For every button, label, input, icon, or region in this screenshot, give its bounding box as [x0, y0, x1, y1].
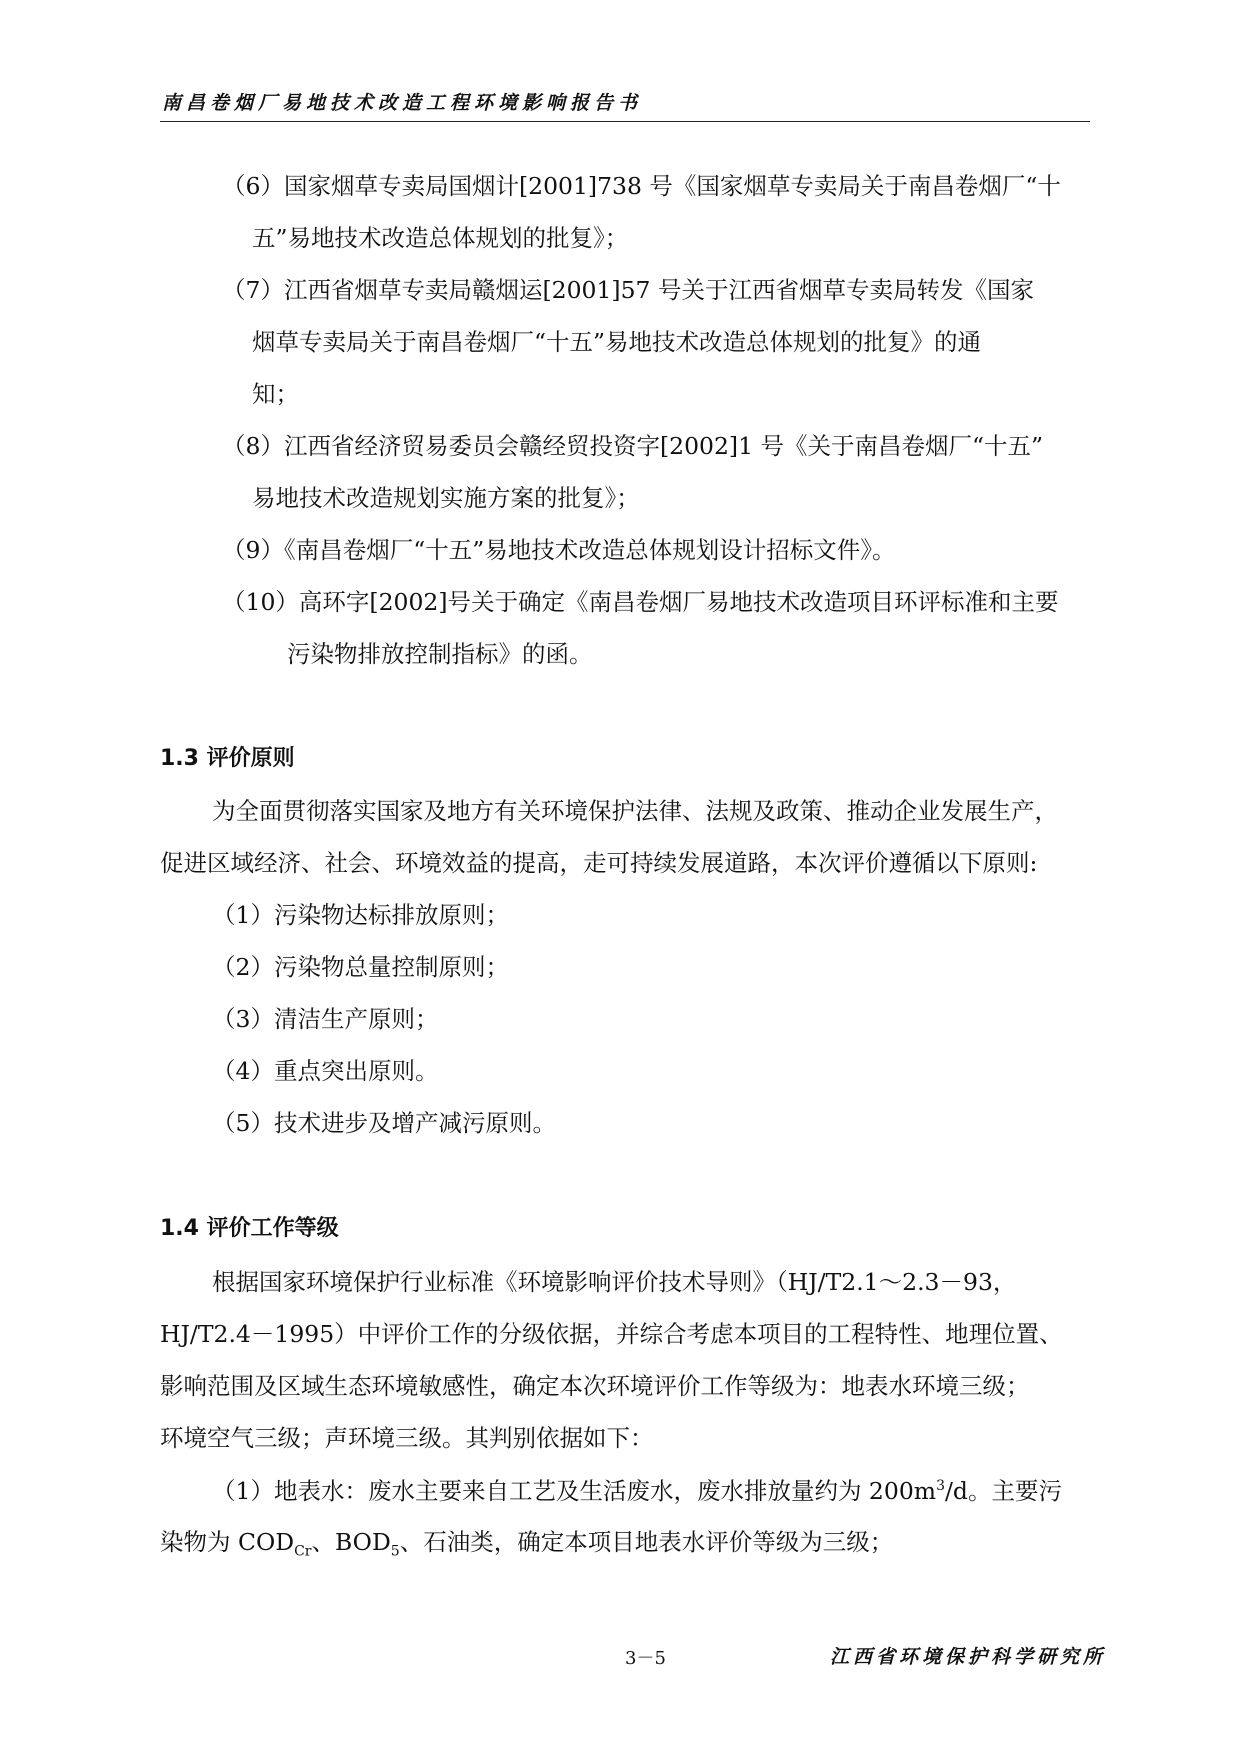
text-run: 、石油类，确定本项目地表水评价等级为三级；	[399, 1528, 894, 1556]
text-run: 、BOD	[311, 1528, 391, 1556]
section-heading: 1.4 评价工作等级	[160, 1216, 339, 1241]
principle-item: （1）污染物达标排放原则；	[212, 901, 509, 929]
header-title: 南昌卷烟厂易地技术改造工程环境影响报告书	[162, 92, 643, 114]
paragraph-line: 环境空气三级；声环境三级。其判别依据如下：	[160, 1424, 654, 1452]
paragraph-line: 为全面贯彻落实国家及地方有关环境保护法律、法规及政策、推动企业发展生产，	[212, 797, 1058, 825]
surface-water-item-line2	[160, 1528, 894, 1560]
page-header	[160, 88, 1090, 122]
paragraph-line: 促进区域经济、社会、环境效益的提高，走可持续发展道路，本次评价遵循以下原则:	[160, 849, 1038, 877]
ref-6-line1: （6）国家烟草专卖局国烟计[2001]738 号《国家烟草专卖局关于南昌卷烟厂“十	[222, 172, 1061, 200]
ref-7-line3: 知；	[252, 380, 299, 408]
ref-10-line2: 污染物排放控制指标》的函。	[287, 640, 593, 668]
paragraph-line: 根据国家环境保护行业标准《环境影响评价技术导则》（HJ/T2.1～2.3－93，	[212, 1268, 1017, 1296]
header-rule	[160, 121, 1090, 122]
superscript: 3	[936, 1478, 945, 1494]
surface-water-item-line1	[212, 1476, 1062, 1505]
ref-8-line2: 易地技术改造规划实施方案的批复》；	[252, 484, 640, 512]
ref-10-line1: （10）高环字[2002]号关于确定《南昌卷烟厂易地技术改造项目环评标准和主要	[222, 588, 1059, 616]
text-run: 染物为 COD	[160, 1528, 295, 1556]
text-run: （1）地表水：废水主要来自工艺及生活废水，废水排放量约为 200m	[212, 1476, 937, 1505]
principle-item: （5）技术进步及增产减污原则。	[212, 1109, 556, 1137]
ref-7-line2: 烟草专卖局关于南昌卷烟厂“十五”易地技术改造总体规划的批复》的通	[252, 328, 982, 356]
paragraph-line: HJ/T2.4－1995）中评价工作的分级依据，并综合考虑本项目的工程特性、地理位置、	[160, 1320, 1063, 1348]
subscript: 5	[390, 1543, 400, 1560]
ref-9: （9）《南昌卷烟厂“十五”易地技术改造总体规划设计招标文件》。	[222, 536, 896, 564]
principle-item: （4）重点突出原则。	[212, 1057, 439, 1085]
text-run: /d。主要污	[944, 1476, 1062, 1505]
ref-6-line2: 五”易地技术改造总体规划的批复》；	[252, 224, 629, 252]
page-number: 3－5	[625, 1648, 666, 1669]
principle-item: （2）污染物总量控制原则；	[212, 953, 509, 981]
section-heading: 1.3 评价原则	[160, 746, 295, 771]
paragraph-line: 影响范围及区域生态环境敏感性，确定本次环境评价工作等级为：地表水环境三级；	[160, 1372, 1030, 1400]
ref-8-line1: （8）江西省经济贸易委员会赣经贸投资字[2002]1 号《关于南昌卷烟厂“十五”	[222, 432, 1044, 460]
subscript: Cr	[294, 1543, 312, 1560]
principle-item: （3）清洁生产原则；	[212, 1005, 439, 1033]
footer-organization: 江西省环境保护科学研究所	[830, 1646, 1107, 1668]
ref-7-line1: （7）江西省烟草专卖局赣烟运[2001]57 号关于江西省烟草专卖局转发《国家	[222, 276, 1034, 304]
